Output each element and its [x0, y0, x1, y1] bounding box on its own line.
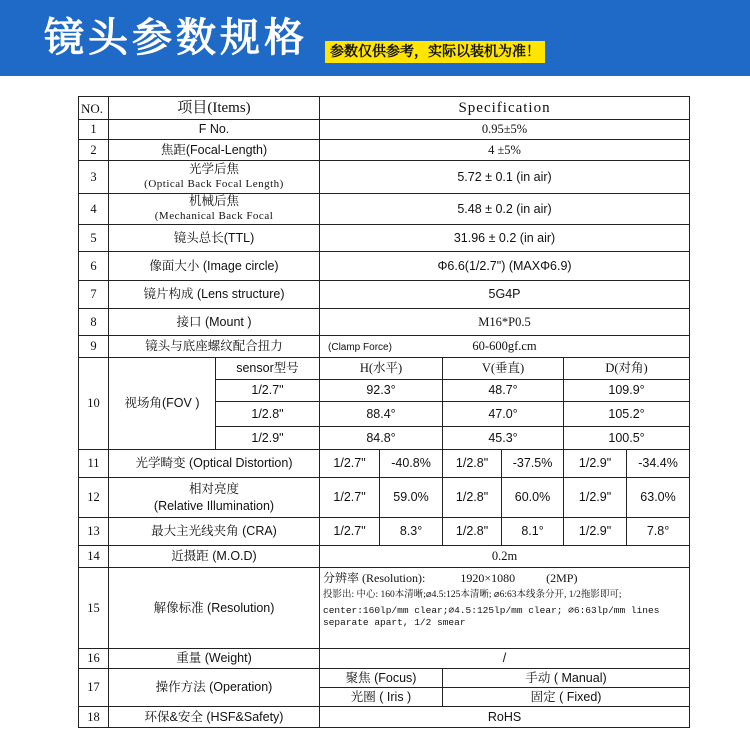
table-row	[79, 281, 690, 309]
row-item: 最大主光线夹角 (CRA)	[109, 518, 320, 546]
row-item: 操作方法 (Operation)	[109, 669, 320, 707]
table-row	[79, 707, 690, 728]
row-no: 18	[79, 707, 109, 728]
row-item: 像面大小 (Image circle)	[109, 252, 320, 281]
row-item: 光学畸变 (Optical Distortion)	[109, 450, 320, 478]
cra-sensor: 1/2.8"	[443, 518, 502, 546]
row-no: 12	[79, 478, 109, 518]
row-value: 31.96 ± 0.2 (in air)	[320, 225, 690, 252]
row-value: 0.2m	[320, 546, 690, 568]
row-item: 近摄距 (M.O.D)	[109, 546, 320, 568]
fov-sensor-header: sensor型号	[216, 358, 320, 380]
page-title: 镜头参数规格	[44, 15, 308, 61]
operation-row	[79, 669, 690, 688]
row-no: 17	[79, 669, 109, 707]
table-row	[79, 194, 690, 225]
row-no: 6	[79, 252, 109, 281]
illumination-sensor: 1/2.8"	[443, 478, 502, 518]
cra-value: 7.8°	[627, 518, 690, 546]
clamp-force-label: (Clamp Force)	[328, 342, 392, 353]
spec-table	[78, 96, 690, 728]
header-items: 项目(Items)	[109, 97, 320, 120]
row-item: F No.	[109, 120, 320, 140]
row-no: 9	[79, 336, 109, 358]
table-row	[79, 518, 690, 546]
distortion-sensor: 1/2.8"	[443, 450, 502, 478]
cra-sensor: 1/2.7"	[320, 518, 380, 546]
fov-sensor: 1/2.9"	[216, 427, 320, 450]
table-row	[79, 225, 690, 252]
fov-h: 84.8°	[320, 427, 443, 450]
disclaimer-badge: 参数仅供参考，实际以装机为准！	[325, 41, 545, 63]
row-value: /	[320, 649, 690, 669]
illumination-value: 59.0%	[380, 478, 443, 518]
table-row	[79, 478, 690, 518]
row-value: 0.95±5%	[320, 120, 690, 140]
table-row	[79, 649, 690, 669]
table-row	[79, 336, 690, 358]
cra-value: 8.3°	[380, 518, 443, 546]
fov-header-row	[79, 358, 690, 380]
fov-d: 100.5°	[564, 427, 690, 450]
illumination-sensor: 1/2.9"	[564, 478, 627, 518]
projection-cn: 投影出: 中心: 160本清晰;⌀4.5:125本清晰; ⌀6:63本线条分开, 1/2拖影即可;	[323, 590, 622, 600]
table-row	[79, 450, 690, 478]
row-item: 焦距(Focal-Length)	[109, 140, 320, 161]
row-item: 接口 (Mount )	[109, 309, 320, 336]
row-item-cn: 相对亮度	[189, 481, 240, 496]
row-item: 镜片构成 (Lens structure)	[109, 281, 320, 309]
row-value: RoHS	[320, 707, 690, 728]
fov-h-header: H(水平)	[320, 358, 443, 380]
row-item	[109, 478, 320, 518]
distortion-sensor: 1/2.7"	[320, 450, 380, 478]
distortion-value: -37.5%	[502, 450, 564, 478]
row-no: 5	[79, 225, 109, 252]
projection-en: center:160lp/mm clear;⌀4.5:125lp/mm clear; ⌀6:63lp/mm lines separate apart, 1/2 smear	[323, 605, 660, 628]
illumination-value: 63.0%	[627, 478, 690, 518]
clamp-force-value: 60-600gf.cm	[472, 339, 537, 353]
fov-d: 109.9°	[564, 380, 690, 402]
row-item	[109, 161, 320, 194]
header-spec: Specification	[320, 97, 690, 120]
row-value	[320, 336, 690, 358]
row-no: 15	[79, 568, 109, 649]
table-row	[79, 252, 690, 281]
row-no: 3	[79, 161, 109, 194]
fov-v: 45.3°	[443, 427, 564, 450]
row-value: M16*P0.5	[320, 309, 690, 336]
row-no: 2	[79, 140, 109, 161]
fov-d-header: D(对角)	[564, 358, 690, 380]
row-value: Φ6.6(1/2.7") (MAXΦ6.9)	[320, 252, 690, 281]
row-item-cn: 机械后焦	[189, 194, 240, 208]
resolution-mp: (2MP)	[546, 571, 578, 585]
iris-label: 光圈 ( Iris )	[320, 688, 443, 707]
row-no: 7	[79, 281, 109, 309]
row-value: 5.48 ± 0.2 (in air)	[320, 194, 690, 225]
fov-v: 47.0°	[443, 402, 564, 427]
row-no: 14	[79, 546, 109, 568]
row-no: 16	[79, 649, 109, 669]
row-item	[109, 194, 320, 225]
table-row	[79, 309, 690, 336]
row-item-en: (Relative Illumination)	[153, 498, 275, 513]
table-row	[79, 120, 690, 140]
header-no: NO.	[79, 97, 109, 120]
distortion-value: -40.8%	[380, 450, 443, 478]
row-item: 重量 (Weight)	[109, 649, 320, 669]
row-item-cn: 光学后焦	[189, 162, 240, 176]
row-item-en: (Mechanical Back Focal	[154, 210, 274, 222]
resolution-line	[323, 570, 686, 586]
row-value: 5G4P	[320, 281, 690, 309]
row-item: 视场角(FOV )	[109, 358, 216, 450]
row-item-en: (Optical Back Focal Length)	[144, 178, 284, 190]
row-no: 10	[79, 358, 109, 450]
row-item: 镜头与底座螺纹配合扭力	[109, 336, 320, 358]
distortion-value: -34.4%	[627, 450, 690, 478]
cra-value: 8.1°	[502, 518, 564, 546]
row-value: 4 ±5%	[320, 140, 690, 161]
distortion-sensor: 1/2.9"	[564, 450, 627, 478]
iris-value: 固定 ( Fixed)	[443, 688, 690, 707]
fov-sensor: 1/2.7"	[216, 380, 320, 402]
fov-sensor: 1/2.8"	[216, 402, 320, 427]
row-item: 环保&安全 (HSF&Safety)	[109, 707, 320, 728]
table-row	[79, 140, 690, 161]
row-no: 4	[79, 194, 109, 225]
header-banner	[0, 0, 750, 76]
row-no: 13	[79, 518, 109, 546]
fov-d: 105.2°	[564, 402, 690, 427]
row-no: 8	[79, 309, 109, 336]
focus-label: 聚焦 (Focus)	[320, 669, 443, 688]
table-row	[79, 568, 690, 649]
focus-value: 手动 ( Manual)	[443, 669, 690, 688]
cra-sensor: 1/2.9"	[564, 518, 627, 546]
table-row	[79, 546, 690, 568]
row-value: 5.72 ± 0.1 (in air)	[320, 161, 690, 194]
fov-h: 88.4°	[320, 402, 443, 427]
resolution-cell	[320, 568, 690, 649]
resolution-label: 分辨率 (Resolution):	[323, 571, 426, 585]
table-row	[79, 161, 690, 194]
resolution-value: 1920×1080	[460, 571, 516, 585]
fov-v-header: V(垂直)	[443, 358, 564, 380]
row-no: 1	[79, 120, 109, 140]
row-item: 镜头总长(TTL)	[109, 225, 320, 252]
row-no: 11	[79, 450, 109, 478]
fov-v: 48.7°	[443, 380, 564, 402]
illumination-value: 60.0%	[502, 478, 564, 518]
fov-h: 92.3°	[320, 380, 443, 402]
row-item: 解像标准 (Resolution)	[109, 568, 320, 649]
illumination-sensor: 1/2.7"	[320, 478, 380, 518]
table-header-row	[79, 97, 690, 120]
